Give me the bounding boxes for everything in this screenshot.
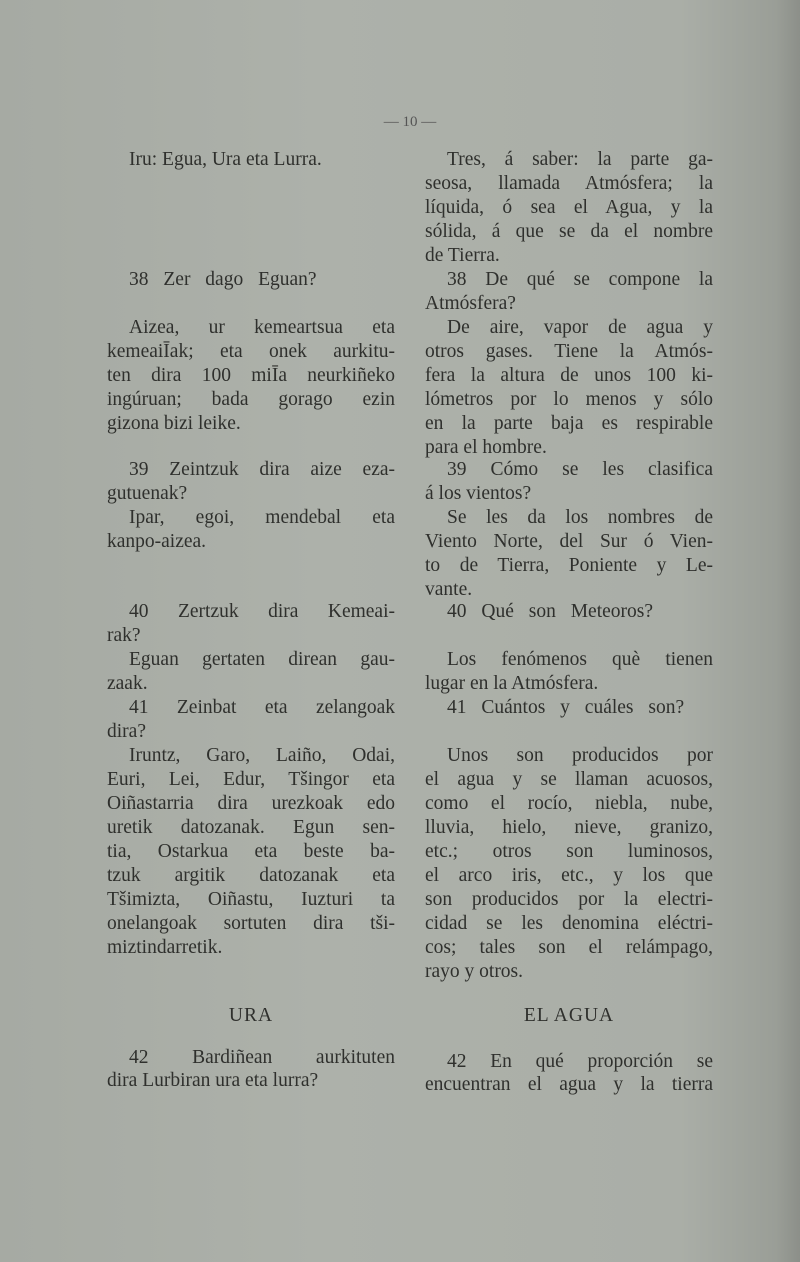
text-line: Ipar, egoi, mendebal eta (129, 507, 395, 528)
text-line: rak? (107, 625, 141, 646)
text-line: miztindarretik. (107, 937, 223, 958)
text-line: etc.; otros son luminosos, (425, 841, 713, 862)
text-line: rayo y otros. (425, 961, 524, 982)
text-line: onelangoak sortuten dira tši- (107, 913, 395, 934)
question-line: 41 Zeinbat eta zelangoak (129, 697, 395, 718)
text-line: Tres, á saber: la parte ga- (447, 149, 713, 170)
text-line: gizona bizi leike. (107, 413, 241, 434)
text-line: Tšimizta, Oiñastu, Iuzturi ta (107, 889, 395, 910)
question-line: 38 De qué se compone la (447, 269, 713, 290)
question-line: 39 Cómo se les clasifica (447, 459, 713, 480)
text-line: Unos son producidos por (447, 745, 713, 766)
text-line: tia, Ostarkua eta beste ba- (107, 841, 395, 862)
text-line: zaak. (107, 673, 148, 694)
section-heading: URA (228, 1005, 274, 1026)
text-line: Eguan gertaten direan gau- (129, 649, 395, 670)
page-number: — 10 — (383, 114, 437, 130)
text-line: el arco iris, etc., y los que (425, 865, 713, 886)
text-line: Se les da los nombres de (447, 507, 713, 528)
text-line: fera la altura de unos 100 ki- (425, 365, 713, 386)
text-line: Aizea, ur kemeartsua eta (129, 317, 395, 338)
text-line: seosa, llamada Atmósfera; la (425, 173, 713, 194)
text-line: Euri, Lei, Edur, Tšingor eta (107, 769, 395, 790)
text-line: gutuenak? (107, 483, 188, 504)
text-line: dira Lurbiran ura eta lurra? (107, 1070, 319, 1091)
question-line: 39 Zeintzuk dira aize eza- (129, 459, 395, 480)
text-line: lugar en la Atmósfera. (425, 673, 599, 694)
text-line: á los vientos? (425, 483, 532, 504)
text-line: para el hombre. (425, 437, 547, 458)
question-line: 42 Bardiñean aurkituten (129, 1047, 395, 1068)
text-line: Oiñastarria dira urezkoak edo (107, 793, 395, 814)
text-line: cos; tales son el relámpago, (425, 937, 713, 958)
question-line: 40 Qué son Meteoros? (447, 601, 654, 622)
question-line: 38 Zer dago Eguan? (129, 269, 317, 290)
text-line: De aire, vapor de agua y (447, 317, 713, 338)
text-line: to de Tierra, Poniente y Le- (425, 555, 713, 576)
text-line: dira? (107, 721, 146, 742)
question-line: 42 En qué proporción se (447, 1051, 713, 1072)
text-line: el agua y se llaman acuosos, (425, 769, 713, 790)
text-line: cidad se les denomina eléctri- (425, 913, 713, 934)
text-line: encuentran el agua y la tierra (425, 1074, 713, 1095)
text-line: ingúruan; bada gorago ezin (107, 389, 395, 410)
text-line: como el rocío, niebla, nube, (425, 793, 713, 814)
text-line: líquida, ó sea el Agua, y la (425, 197, 713, 218)
question-line: 40 Zertzuk dira Kemeai- (129, 601, 395, 622)
text-line: uretik datozanak. Egun sen- (107, 817, 395, 838)
section-heading: EL AGUA (523, 1005, 615, 1026)
text-line: de Tierra. (425, 245, 500, 266)
text-line: otros gases. Tiene la Atmós- (425, 341, 713, 362)
text-line: son producidos por la electri- (425, 889, 713, 910)
text-line: kanpo-aizea. (107, 531, 207, 552)
text-line: sólida, á que se da el nombre (425, 221, 713, 242)
text-line: Los fenómenos què tienen (447, 649, 713, 670)
text-line: Viento Norte, del Sur ó Vien- (425, 531, 713, 552)
text-line: ten dira 100 miĪa neurkiñeko (107, 365, 395, 386)
text-line: Atmósfera? (425, 293, 516, 314)
question-line: 41 Cuántos y cuáles son? (447, 697, 685, 718)
text-line: lómetros por lo menos y sólo (425, 389, 713, 410)
text-line: kemeaiĪak; eta onek aurkitu- (107, 341, 395, 362)
text-line: en la parte baja es respirable (425, 413, 713, 434)
text-line: Iruntz, Garo, Laiño, Odai, (129, 745, 395, 766)
text-line: Iru: Egua, Ura eta Lurra. (129, 149, 322, 170)
text-line: lluvia, hielo, nieve, granizo, (425, 817, 713, 838)
text-line: vante. (425, 579, 473, 600)
text-line: tzuk argitik datozanak eta (107, 865, 395, 886)
